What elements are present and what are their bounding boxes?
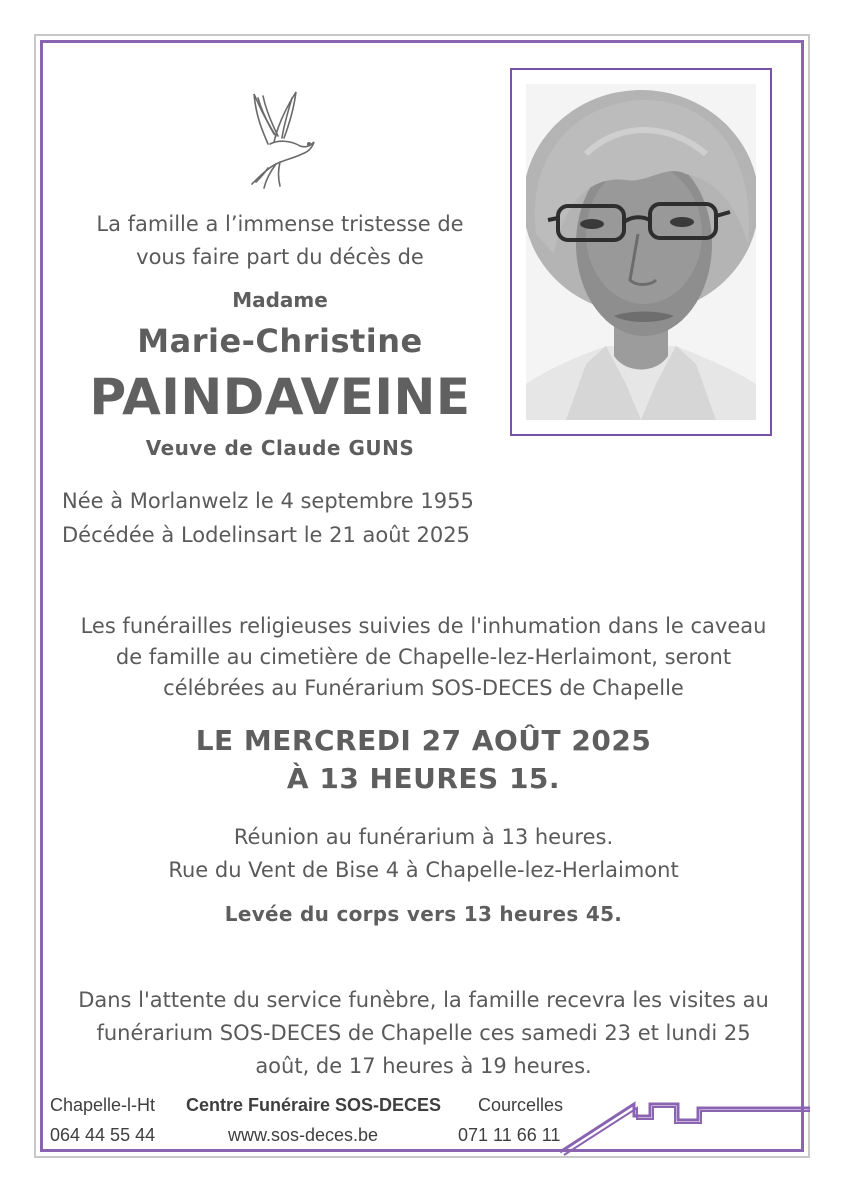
portrait-frame bbox=[510, 68, 772, 436]
visits-line-1: Dans l'attente du service funèbre, la famille recevra les visites au bbox=[78, 988, 769, 1012]
last-name: PAINDAVEINE bbox=[89, 368, 471, 426]
funeral-line-2: de famille au cimetière de Chapelle-lez-Herlaimont, seront bbox=[115, 645, 732, 669]
meeting-info bbox=[40, 821, 807, 887]
widow-of: Veuve de Claude GUNS bbox=[145, 436, 415, 460]
intro-line-1: La famille a l’immense tristesse de bbox=[96, 212, 464, 236]
visits-info bbox=[40, 984, 807, 1083]
visits-line-3: août, de 17 heures à 19 heures. bbox=[255, 1054, 592, 1078]
honorific: Madame bbox=[232, 288, 328, 312]
meeting-line-2: Rue du Vent de Bise 4 à Chapelle-lez-Herlaimont bbox=[168, 858, 679, 882]
death-line: Décédée à Lodelinsart le 21 août 2025 bbox=[62, 523, 470, 547]
footer-website: www.sos-deces.be bbox=[228, 1125, 379, 1145]
footer-center-name: Centre Funéraire SOS-DECES bbox=[186, 1095, 442, 1115]
intro-text bbox=[40, 208, 520, 274]
birth-line: Née à Morlanwelz le 4 septembre 1955 bbox=[62, 489, 474, 513]
intro-line-2: vous faire part du décès de bbox=[136, 245, 424, 269]
dove-icon bbox=[238, 86, 322, 194]
funeral-description bbox=[40, 611, 807, 704]
levee-info: Levée du corps vers 13 heures 45. bbox=[224, 902, 623, 926]
footer-right-city: Courcelles bbox=[478, 1095, 564, 1115]
birth-death-info bbox=[62, 484, 474, 552]
funeral-line-3: célébrées au Funérarium SOS-DECES de Chapelle bbox=[163, 676, 684, 700]
footer-right-phone: 071 11 66 11 bbox=[458, 1125, 561, 1145]
meeting-line-1: Réunion au funérarium à 13 heures. bbox=[233, 825, 614, 849]
funeral-line-1: Les funérailles religieuses suivies de l'inhumation dans le caveau bbox=[80, 614, 767, 638]
funeral-date: LE MERCREDI 27 AOÛT 2025 bbox=[195, 724, 652, 757]
footer-left-phone: 064 44 55 44 bbox=[50, 1125, 156, 1145]
funeral-date-time bbox=[40, 722, 807, 798]
funeral-time: À 13 HEURES 15. bbox=[286, 762, 561, 795]
footer-left-city: Chapelle-l-Ht bbox=[50, 1095, 156, 1115]
visits-line-2: funérarium SOS-DECES de Chapelle ces samedi 23 et lundi 25 bbox=[96, 1021, 751, 1045]
house-outline-icon bbox=[560, 1098, 810, 1158]
first-name: Marie-Christine bbox=[137, 322, 423, 360]
portrait-photo bbox=[526, 84, 756, 420]
